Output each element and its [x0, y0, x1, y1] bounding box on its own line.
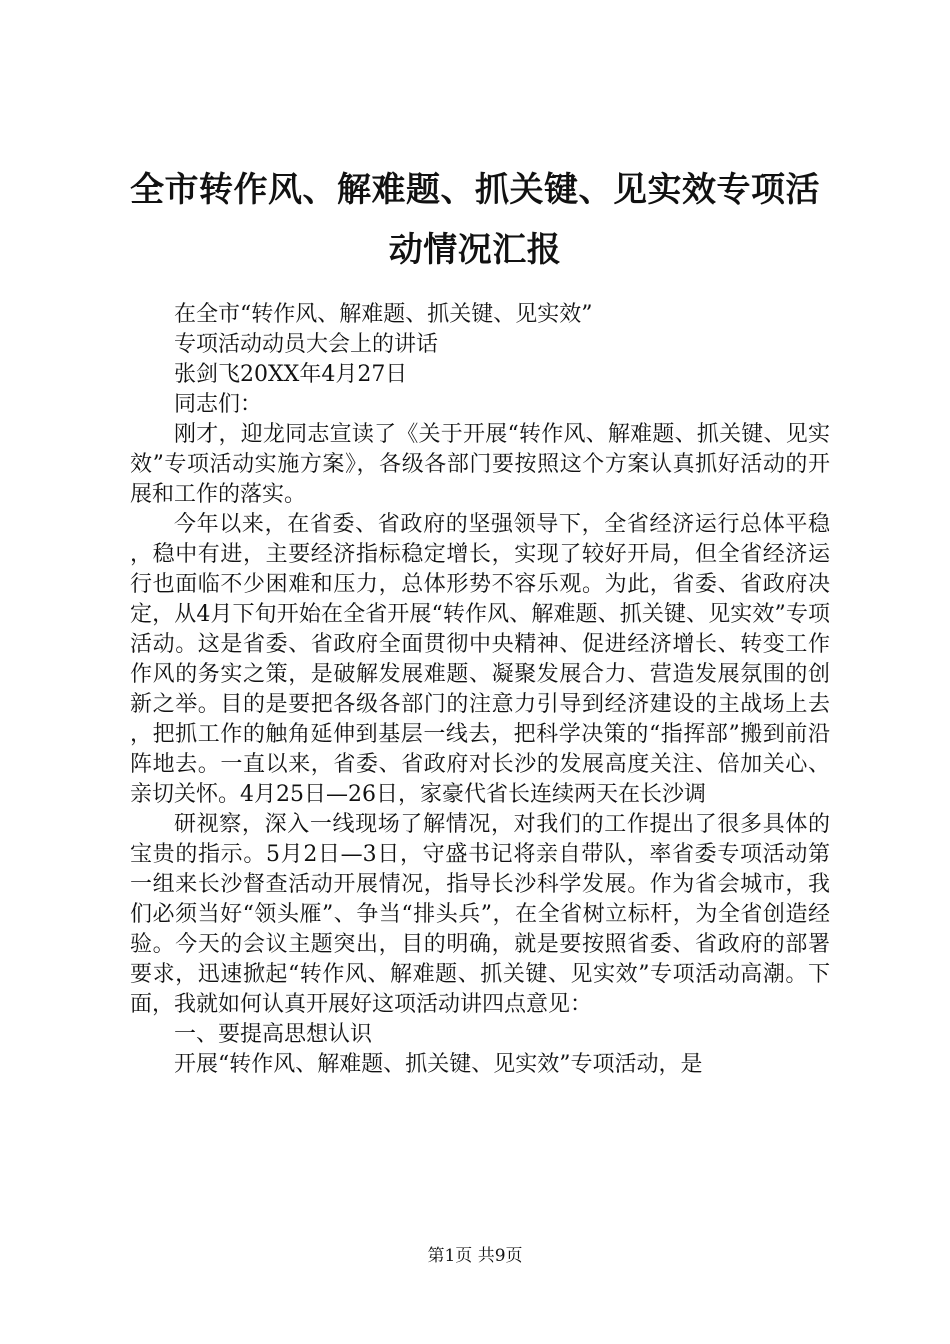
paragraph-salutation: 同志们： [174, 392, 263, 417]
paragraph-body: 今年以来，在省委、省政府的坚强领导下，全省经济运行总体平稳，稳中有进，主要经济指标稳定增长，实现了较好开局，但全省经济运行也面临不少困难和压力，总体形势不容乐观。为此，省委、省政府决定，从4月下旬开始在全省开展“转作风、解难题、抓关键、见实效”专项活动。这是省委、省政府全面贯彻中央精神、促进经济增长、转变工作作风的务实之策，是破解发展难题、凝聚发展合力、营造发展氛围的创新之举。目的是要把各级各部门的注意力引导到经济建设的主战场上去，把抓工作的触角延伸到基层一线去，把科学决策的“指挥部”搬到前沿阵地去。一直以来，省委、省政府对长沙的发展高度关注、倍加关心、亲切关怀。4月25日—26日，家豪代省长连续两天在长沙调 [130, 512, 830, 807]
paragraph-body: 研视察，深入一线现场了解情况，对我们的工作提出了很多具体的宝贵的指示。5月2日—3日，守盛书记将亲自带队，率省委专项活动第一组来长沙督查活动开展情况，指导长沙科学发展。作为省会城市，我们必须当好“领头雁”、争当“排头兵”，在全省树立标杆，为全省创造经验。今天的会议主题突出，目的明确，就是要按照省委、省政府的部署要求，迅速掀起“转作风、解难题、抓关键、见实效”专项活动高潮。下面，我就如何认真开展好这项活动讲四点意见： [130, 812, 830, 1017]
page-number-footer: 第1页 共9页 [427, 1246, 523, 1266]
document-body [130, 300, 830, 1080]
paragraph-subtitle-line-1: 在全市“转作风、解难题、抓关键、见实效” [174, 302, 593, 327]
section-heading: 一、要提高思想认识 [174, 1022, 373, 1047]
paragraph-body: 开展“转作风、解难题、抓关键、见实效”专项活动，是 [174, 1052, 703, 1077]
paragraph-body: 刚才，迎龙同志宣读了《关于开展“转作风、解难题、抓关键、见实效”专项活动实施方案》，各级各部门要按照这个方案认真抓好活动的开展和工作的落实。 [130, 422, 830, 507]
paragraph-subtitle-line-2: 专项活动动员大会上的讲话 [174, 332, 439, 357]
document-title: 全市转作风、解难题、抓关键、见实效专项活动情况汇报 [130, 170, 820, 270]
paragraph-author-date: 张剑飞20XX年4月27日 [174, 362, 408, 387]
